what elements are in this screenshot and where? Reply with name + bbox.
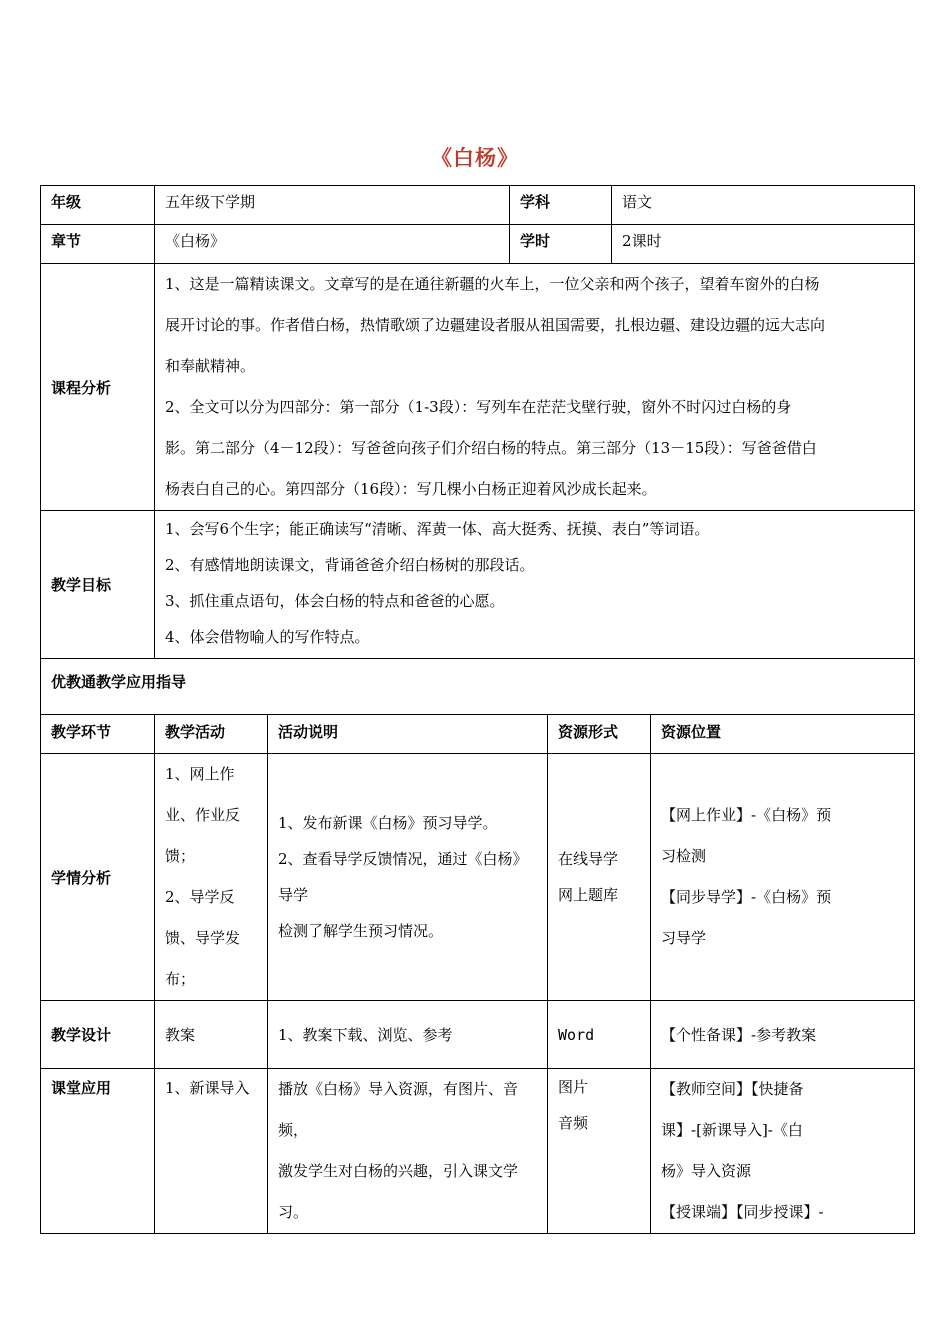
- stage-cell: 教学设计: [41, 1001, 155, 1069]
- guide-header-row: [41, 715, 915, 754]
- location-line: 习导学: [661, 929, 707, 947]
- grade-row: [41, 186, 915, 225]
- analysis-label: 课程分析: [41, 264, 155, 511]
- location-line: 【网上作业】-《白杨》预: [661, 806, 832, 824]
- form-line: 音频: [558, 1114, 589, 1132]
- location-line: 课】-[新课导入]-《白: [661, 1121, 803, 1139]
- location-line: 【授课端】【同步授课】-: [661, 1203, 824, 1221]
- activity-line: 2、导学反: [165, 888, 235, 906]
- table-row: [41, 1069, 915, 1234]
- location-line: 习检测: [661, 847, 707, 865]
- form-line: 图片: [558, 1078, 589, 1096]
- desc-line: 激发学生对白杨的兴趣，引入课文学习。: [278, 1162, 519, 1221]
- analysis-content: [155, 264, 915, 511]
- analysis-line: 展开讨论的事。作者借白杨，热情歌颂了边疆建设者服从祖国需要，扎根边疆、建设边疆的远大志向: [165, 316, 826, 334]
- desc-line: 播放《白杨》导入资源，有图片、音频，: [278, 1080, 519, 1139]
- desc-cell: [268, 1069, 548, 1234]
- desc-line: 1、发布新课《白杨》预习导学。: [278, 814, 498, 832]
- activity-cell: 教案: [155, 1001, 268, 1069]
- lesson-plan-table: [40, 185, 915, 1234]
- activity-cell: [155, 754, 268, 1001]
- hours-label: 学时: [510, 225, 612, 264]
- activity-line: 业、作业反: [165, 806, 241, 824]
- table-row: [41, 1001, 915, 1069]
- activity-line: 布；: [165, 970, 196, 988]
- activity-cell: 1、新课导入: [155, 1069, 268, 1234]
- goals-content: [155, 511, 915, 659]
- analysis-line: 影。第二部分（4－12段）：写爸爸向孩子们介绍白杨的特点。第三部分（13－15段）：写爸爸借白: [165, 439, 817, 457]
- analysis-row: [41, 264, 915, 511]
- page-title: 《白杨》: [431, 146, 519, 170]
- header-stage: 教学环节: [41, 715, 155, 754]
- analysis-line: 杨表白自己的心。第四部分（16段）：写几棵小白杨正迎着风沙成长起来。: [165, 480, 657, 498]
- desc-line: 2、查看导学反馈情况，通过《白杨》导学: [278, 850, 528, 904]
- location-cell: [651, 754, 915, 1001]
- form-line: 网上题库: [558, 886, 619, 904]
- goals-label: 教学目标: [41, 511, 155, 659]
- hours-value: 2课时: [612, 225, 915, 264]
- goal-line: 2、有感情地朗读课文，背诵爸爸介绍白杨树的那段话。: [165, 556, 535, 574]
- form-cell: [548, 1069, 651, 1234]
- chapter-label: 章节: [41, 225, 155, 264]
- stage-cell: 学情分析: [41, 754, 155, 1001]
- activity-line: 1、网上作: [165, 765, 235, 783]
- grade-value: 五年级下学期: [155, 186, 510, 225]
- header-location: 资源位置: [651, 715, 915, 754]
- form-cell: [548, 754, 651, 1001]
- goal-line: 1、会写6个生字；能正确读写“清晰、浑黄一体、高大挺秀、抚摸、表白”等词语。: [165, 520, 710, 538]
- guide-title-row: [41, 659, 915, 715]
- analysis-line: 和奉献精神。: [165, 357, 256, 375]
- header-desc: 活动说明: [268, 715, 548, 754]
- location-line: 杨》导入资源: [661, 1162, 752, 1180]
- activity-line: 馈、导学发: [165, 929, 241, 947]
- analysis-line: 2、全文可以分为四部分：第一部分（1-3段）：写列车在茫茫戈壁行驶，窗外不时闪过白杨的身: [165, 398, 792, 416]
- desc-cell: [268, 754, 548, 1001]
- form-line: 在线导学: [558, 850, 619, 868]
- subject-label: 学科: [510, 186, 612, 225]
- form-cell: Word: [548, 1001, 651, 1069]
- activity-line: 馈；: [165, 847, 196, 865]
- chapter-row: [41, 225, 915, 264]
- desc-line: 检测了解学生预习情况。: [278, 922, 444, 940]
- table-row: [41, 754, 915, 1001]
- header-activity: 教学活动: [155, 715, 268, 754]
- desc-cell: 1、教案下载、浏览、参考: [268, 1001, 548, 1069]
- goal-line: 3、抓住重点语句，体会白杨的特点和爸爸的心愿。: [165, 592, 505, 610]
- header-form: 资源形式: [548, 715, 651, 754]
- analysis-line: 1、这是一篇精读课文。文章写的是在通往新疆的火车上，一位父亲和两个孩子，望着车窗外的白杨: [165, 275, 820, 293]
- location-cell: [651, 1069, 915, 1234]
- stage-cell: 课堂应用: [41, 1069, 155, 1234]
- location-line: 【教师空间】【快捷备: [661, 1080, 804, 1098]
- location-cell: 【个性备课】-参考教案: [651, 1001, 915, 1069]
- subject-value: 语文: [612, 186, 915, 225]
- grade-label: 年级: [41, 186, 155, 225]
- chapter-value: 《白杨》: [155, 225, 510, 264]
- goals-row: [41, 511, 915, 659]
- guide-title: 优教通教学应用指导: [41, 659, 915, 715]
- location-line: 【同步导学】-《白杨》预: [661, 888, 832, 906]
- goal-line: 4、体会借物喻人的写作特点。: [165, 628, 370, 646]
